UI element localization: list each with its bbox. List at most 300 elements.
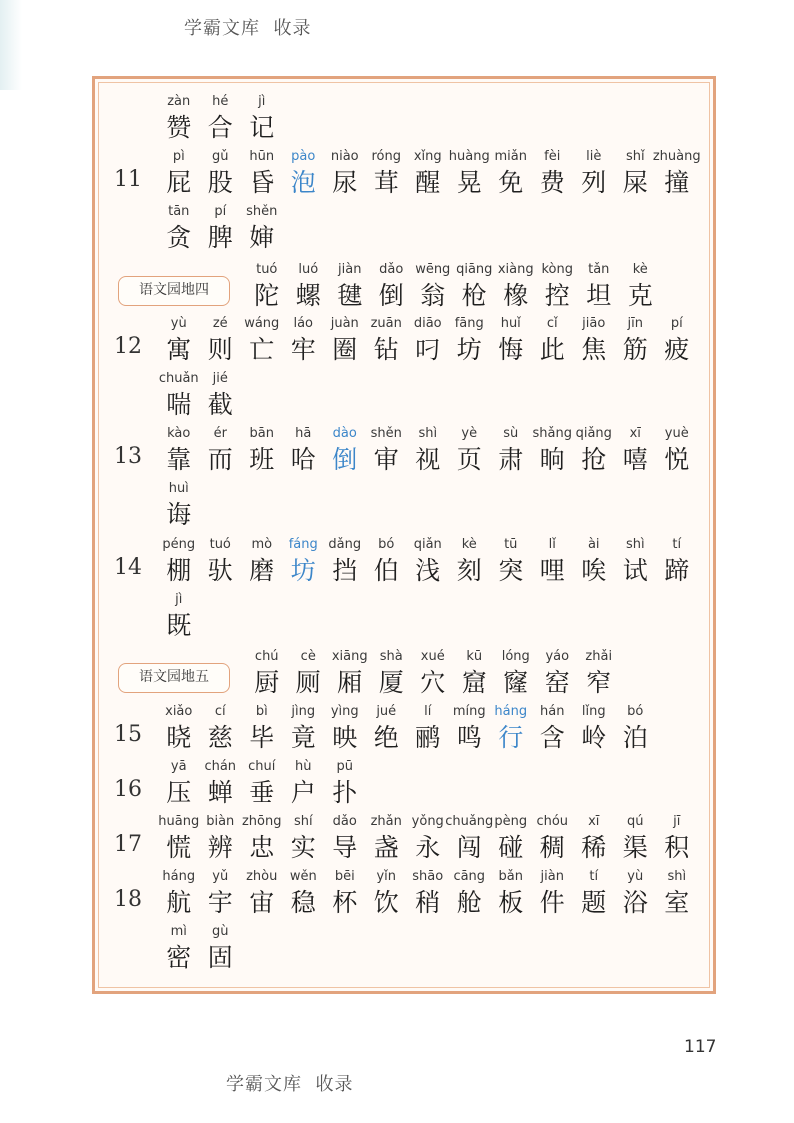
- left-edge-shade: [0, 0, 22, 90]
- hanzi: 忠: [249, 833, 275, 862]
- pinyin: jiāo: [582, 316, 606, 331]
- pinyin: tuó: [209, 537, 231, 552]
- pinyin: kū: [466, 649, 483, 664]
- pinyin: luó: [298, 262, 319, 277]
- hanzi: 扑: [332, 778, 358, 807]
- hanzi: 稳: [290, 888, 316, 917]
- hanzi: 倒: [378, 281, 404, 310]
- pinyin: jìng: [291, 704, 316, 719]
- hanzi: 驮: [207, 556, 233, 585]
- pinyin: jì: [175, 592, 183, 607]
- hanzi: 绝: [373, 723, 399, 752]
- pinyin: huàng: [448, 149, 490, 164]
- character-cell: [656, 867, 698, 919]
- hanzi: 密: [166, 943, 192, 972]
- unit-badge: 语文园地四: [118, 276, 230, 306]
- hanzi: 晃: [456, 168, 482, 197]
- lesson-number: 17: [114, 832, 142, 857]
- pinyin: xué: [420, 649, 445, 664]
- hanzi: 页: [456, 445, 482, 474]
- hanzi: 试: [622, 556, 648, 585]
- character-group: [158, 535, 698, 587]
- pinyin: dào: [332, 426, 357, 441]
- hanzi: 慌: [166, 833, 192, 862]
- pinyin: yìng: [330, 704, 359, 719]
- pinyin: bēi: [334, 869, 355, 884]
- pinyin: hā: [295, 426, 312, 441]
- pinyin: cè: [300, 649, 316, 664]
- hanzi: 焦: [581, 335, 607, 364]
- pinyin: sù: [503, 426, 519, 441]
- pinyin: hé: [212, 94, 229, 109]
- hanzi: 茸: [373, 168, 399, 197]
- hanzi: 靠: [166, 445, 192, 474]
- pinyin: juàn: [330, 316, 359, 331]
- character-cell: [158, 590, 200, 642]
- hanzi: 行: [498, 723, 524, 752]
- character-cell: [652, 147, 701, 199]
- pinyin: tí: [589, 869, 599, 884]
- hanzi: 克: [627, 281, 653, 310]
- pinyin: qiāng: [456, 262, 493, 277]
- pinyin: zhuàng: [652, 149, 701, 164]
- hanzi: 垂: [249, 778, 275, 807]
- pinyin: kòng: [541, 262, 573, 277]
- pinyin: cāng: [453, 869, 486, 884]
- hanzi: 厦: [378, 668, 404, 697]
- hanzi: 穴: [420, 668, 446, 697]
- hanzi: 疲: [664, 335, 690, 364]
- lesson-number: 18: [114, 887, 142, 912]
- hanzi: 竟: [290, 723, 316, 752]
- pinyin: miǎn: [494, 149, 527, 164]
- hanzi: 盏: [373, 833, 399, 862]
- pinyin: shěn: [370, 426, 402, 441]
- pinyin: shǎng: [532, 426, 572, 441]
- hanzi: 喘: [166, 390, 192, 419]
- hanzi: 哩: [539, 556, 565, 585]
- hanzi: 泡: [290, 168, 316, 197]
- hanzi: 慈: [207, 723, 233, 752]
- pinyin: hù: [295, 759, 312, 774]
- pinyin: chú: [254, 649, 279, 664]
- pinyin: jīn: [627, 316, 643, 331]
- character-group: [158, 479, 200, 531]
- hanzi: 浴: [622, 888, 648, 917]
- hanzi: 螺: [295, 281, 321, 310]
- hanzi: 毽: [337, 281, 363, 310]
- hanzi: 屁: [166, 168, 192, 197]
- hanzi: 题: [581, 888, 607, 917]
- pinyin: shì: [667, 869, 687, 884]
- hanzi: 毕: [249, 723, 275, 752]
- hanzi: 突: [498, 556, 524, 585]
- character-cell: [158, 479, 200, 531]
- pinyin: gǔ: [212, 149, 229, 164]
- hanzi: 寓: [166, 335, 192, 364]
- page-number: 117: [684, 1037, 717, 1057]
- pinyin: hán: [540, 704, 565, 719]
- pinyin: cí: [214, 704, 226, 719]
- hanzi: 鹂: [415, 723, 441, 752]
- pinyin: shāo: [412, 869, 444, 884]
- hanzi: 岭: [581, 723, 607, 752]
- vocab-row: [102, 260, 702, 312]
- hanzi: 记: [249, 113, 275, 142]
- vocab-row: [102, 867, 702, 919]
- hanzi: 唉: [581, 556, 607, 585]
- hanzi: 板: [498, 888, 524, 917]
- hanzi: 嘻: [622, 445, 648, 474]
- hanzi: 稍: [415, 888, 441, 917]
- pinyin: jué: [376, 704, 397, 719]
- hanzi: 饮: [373, 888, 399, 917]
- pinyin: míng: [452, 704, 486, 719]
- character-cell: [324, 757, 366, 809]
- lesson-number: 13: [114, 444, 142, 469]
- pinyin: tān: [168, 204, 190, 219]
- hanzi: 昏: [249, 168, 275, 197]
- hanzi: 件: [539, 888, 565, 917]
- hanzi: 贪: [166, 223, 192, 252]
- pinyin: zhòu: [246, 869, 278, 884]
- hanzi: 免: [498, 168, 524, 197]
- character-cell: [620, 260, 662, 312]
- pinyin: liè: [586, 149, 602, 164]
- hanzi: 积: [664, 833, 690, 862]
- hanzi: 截: [207, 390, 233, 419]
- hanzi: 抢: [581, 445, 607, 474]
- pinyin: tuó: [256, 262, 278, 277]
- pinyin: xiāng: [331, 649, 368, 664]
- hanzi: 班: [249, 445, 275, 474]
- hanzi: 杯: [332, 888, 358, 917]
- hanzi: 渠: [622, 833, 648, 862]
- hanzi: 刻: [456, 556, 482, 585]
- pinyin: jì: [258, 94, 266, 109]
- character-group: [158, 202, 283, 254]
- pinyin: zàn: [167, 94, 191, 109]
- pinyin: bó: [378, 537, 395, 552]
- pinyin: chuǎng: [445, 814, 494, 829]
- hanzi: 既: [166, 611, 192, 640]
- vocab-row: [102, 647, 702, 699]
- character-group: [158, 147, 701, 199]
- character-group: [246, 647, 620, 699]
- hanzi: 审: [373, 445, 399, 474]
- pinyin: yǔ: [212, 869, 229, 884]
- hanzi: 窑: [544, 668, 570, 697]
- pinyin: pí: [214, 204, 227, 219]
- hanzi: 悔: [498, 335, 524, 364]
- character-cell: [656, 314, 698, 366]
- hanzi: 列: [581, 168, 607, 197]
- hanzi: 筋: [622, 335, 648, 364]
- pinyin: lí: [424, 704, 432, 719]
- pinyin: xiàng: [497, 262, 534, 277]
- pinyin: bó: [627, 704, 644, 719]
- pinyin: xī: [629, 426, 641, 441]
- hanzi: 则: [207, 335, 233, 364]
- hanzi: 控: [544, 281, 570, 310]
- pinyin: mì: [170, 924, 187, 939]
- hanzi: 倒: [332, 445, 358, 474]
- pinyin: cǐ: [546, 316, 558, 331]
- hanzi: 宇: [207, 888, 233, 917]
- pinyin: shì: [625, 537, 645, 552]
- hanzi: 股: [207, 168, 233, 197]
- pinyin: zuān: [370, 316, 402, 331]
- hanzi: 钻: [373, 335, 399, 364]
- pinyin: shì: [418, 426, 438, 441]
- pinyin: chóu: [536, 814, 569, 829]
- pinyin: háng: [494, 704, 528, 719]
- pinyin: bǎn: [498, 869, 523, 884]
- pinyin: yǐn: [376, 869, 397, 884]
- pinyin: diāo: [413, 316, 442, 331]
- pinyin: chuǎn: [158, 371, 199, 386]
- hanzi: 户: [290, 778, 316, 807]
- pinyin: zhǎi: [585, 649, 613, 664]
- pinyin: jī: [673, 814, 681, 829]
- pinyin: chán: [204, 759, 237, 774]
- hanzi: 固: [207, 943, 233, 972]
- hanzi: 视: [415, 445, 441, 474]
- pinyin: yù: [170, 316, 187, 331]
- hanzi: 稠: [539, 833, 565, 862]
- vocab-row: [102, 92, 702, 144]
- hanzi: 实: [290, 833, 316, 862]
- pinyin: fáng: [288, 537, 318, 552]
- hanzi: 诲: [166, 500, 192, 529]
- pinyin: tǎn: [588, 262, 610, 277]
- pinyin: kè: [632, 262, 648, 277]
- pinyin: péng: [162, 537, 196, 552]
- pinyin: shǐ: [625, 149, 645, 164]
- pinyin: xǐng: [413, 149, 442, 164]
- character-group: [158, 590, 200, 642]
- character-group: [158, 702, 656, 754]
- character-cell: [656, 535, 698, 587]
- pinyin: shà: [379, 649, 403, 664]
- watermark-bottom: 学霸文库 收录: [226, 1074, 354, 1095]
- character-group: [158, 369, 241, 421]
- hanzi: 婶: [249, 223, 275, 252]
- character-cell: [656, 424, 698, 476]
- hanzi: 脾: [207, 223, 233, 252]
- vocab-row: [102, 590, 702, 642]
- vocab-row: [102, 369, 702, 421]
- pinyin: jié: [212, 371, 228, 386]
- pinyin: huāng: [158, 814, 200, 829]
- character-group: [158, 314, 698, 366]
- vocab-row: [102, 702, 702, 754]
- hanzi: 晌: [539, 445, 565, 474]
- hanzi: 窟: [461, 668, 487, 697]
- pinyin: biàn: [206, 814, 235, 829]
- hanzi: 枪: [461, 281, 487, 310]
- hanzi: 磨: [249, 556, 275, 585]
- hanzi: 尿: [332, 168, 358, 197]
- pinyin: kè: [461, 537, 477, 552]
- pinyin: dǎng: [328, 537, 362, 552]
- pinyin: bì: [255, 704, 268, 719]
- hanzi: 蝉: [207, 778, 233, 807]
- hanzi: 撞: [664, 168, 690, 197]
- pinyin: tí: [672, 537, 682, 552]
- pinyin: jiàn: [338, 262, 362, 277]
- hanzi: 挡: [332, 556, 358, 585]
- pinyin: kào: [167, 426, 191, 441]
- watermark-top: 学霸文库 收录: [184, 18, 312, 39]
- pinyin: wēng: [415, 262, 451, 277]
- pinyin: tū: [504, 537, 518, 552]
- hanzi: 哈: [290, 445, 316, 474]
- character-group: [158, 757, 366, 809]
- hanzi: 航: [166, 888, 192, 917]
- lesson-number: 15: [114, 722, 142, 747]
- pinyin: huǐ: [500, 316, 521, 331]
- character-cell: [241, 202, 283, 254]
- hanzi: 厕: [295, 668, 321, 697]
- vocab-row: [102, 424, 702, 476]
- vocab-row: [102, 757, 702, 809]
- pinyin: zhǎn: [370, 814, 402, 829]
- vocab-row: [102, 479, 702, 531]
- pinyin: qú: [627, 814, 644, 829]
- pinyin: róng: [371, 149, 401, 164]
- character-group: [246, 260, 661, 312]
- pinyin: dǎo: [332, 814, 357, 829]
- vocab-row: [102, 812, 702, 864]
- pinyin: wáng: [244, 316, 280, 331]
- pinyin: fāng: [454, 316, 484, 331]
- pinyin: háng: [162, 869, 196, 884]
- hanzi: 宙: [249, 888, 275, 917]
- pinyin: shí: [293, 814, 313, 829]
- character-cell: [615, 702, 657, 754]
- pinyin: yè: [461, 426, 478, 441]
- pinyin: niào: [330, 149, 359, 164]
- character-group: [158, 92, 283, 144]
- vocab-row: [102, 535, 702, 587]
- hanzi: 屎: [622, 168, 648, 197]
- pinyin: lóng: [501, 649, 530, 664]
- pinyin: shěn: [246, 204, 278, 219]
- hanzi: 陀: [254, 281, 280, 310]
- lesson-number: 14: [114, 555, 142, 580]
- pinyin: xī: [588, 814, 600, 829]
- pinyin: yù: [627, 869, 644, 884]
- hanzi: 橡: [503, 281, 529, 310]
- hanzi: 亡: [249, 335, 275, 364]
- hanzi: 肃: [498, 445, 524, 474]
- hanzi: 坊: [456, 335, 482, 364]
- hanzi: 赞: [166, 113, 192, 142]
- vocab-row: [102, 314, 702, 366]
- hanzi: 圈: [332, 335, 358, 364]
- pinyin: qiǎng: [575, 426, 612, 441]
- pinyin: huì: [168, 481, 189, 496]
- pinyin: lǐ: [548, 537, 556, 552]
- pinyin: ér: [213, 426, 227, 441]
- hanzi: 含: [539, 723, 565, 752]
- pinyin: yā: [170, 759, 187, 774]
- hanzi: 鸣: [456, 723, 482, 752]
- pinyin: bān: [249, 426, 274, 441]
- hanzi: 舱: [456, 888, 482, 917]
- character-group: [158, 922, 241, 974]
- pinyin: yuè: [664, 426, 689, 441]
- character-cell: [200, 922, 242, 974]
- character-cell: [656, 812, 698, 864]
- hanzi: 坊: [290, 556, 316, 585]
- pinyin: pū: [336, 759, 353, 774]
- pinyin: wěn: [289, 869, 317, 884]
- hanzi: 此: [539, 335, 565, 364]
- lesson-number: 12: [114, 334, 142, 359]
- pinyin: pèng: [494, 814, 528, 829]
- pinyin: yǒng: [411, 814, 444, 829]
- hanzi: 伯: [373, 556, 399, 585]
- character-cell: [241, 92, 283, 144]
- hanzi: 窄: [586, 668, 612, 697]
- hanzi: 闯: [456, 833, 482, 862]
- pinyin: xiǎo: [165, 704, 193, 719]
- pinyin: fèi: [544, 149, 561, 164]
- character-cell: [578, 647, 620, 699]
- pinyin: láo: [293, 316, 314, 331]
- hanzi: 翁: [420, 281, 446, 310]
- hanzi: 坦: [586, 281, 612, 310]
- pinyin: qiǎn: [413, 537, 442, 552]
- vocab-row: [102, 922, 702, 974]
- hanzi: 费: [539, 168, 565, 197]
- hanzi: 导: [332, 833, 358, 862]
- lesson-number: 11: [114, 167, 142, 192]
- hanzi: 稀: [581, 833, 607, 862]
- hanzi: 蹄: [664, 556, 690, 585]
- hanzi: 棚: [166, 556, 192, 585]
- lesson-number: 16: [114, 777, 142, 802]
- unit-badge: 语文园地五: [118, 663, 230, 693]
- hanzi: 厢: [337, 668, 363, 697]
- hanzi: 醒: [415, 168, 441, 197]
- vocab-row: [102, 147, 702, 199]
- pinyin: zhōng: [241, 814, 282, 829]
- character-cell: [200, 369, 242, 421]
- hanzi: 永: [415, 833, 441, 862]
- hanzi: 浅: [415, 556, 441, 585]
- hanzi: 窿: [503, 668, 529, 697]
- pinyin: pào: [291, 149, 316, 164]
- pinyin: chuí: [248, 759, 276, 774]
- pinyin: dǎo: [379, 262, 404, 277]
- pinyin: hūn: [249, 149, 275, 164]
- hanzi: 而: [207, 445, 233, 474]
- hanzi: 厨: [254, 668, 280, 697]
- vocab-row: [102, 202, 702, 254]
- hanzi: 辨: [207, 833, 233, 862]
- pinyin: ài: [587, 537, 600, 552]
- hanzi: 叼: [415, 335, 441, 364]
- pinyin: pì: [172, 149, 185, 164]
- pinyin: pí: [670, 316, 683, 331]
- hanzi: 牢: [290, 335, 316, 364]
- hanzi: 晓: [166, 723, 192, 752]
- character-group: [158, 867, 698, 919]
- pinyin: gù: [212, 924, 229, 939]
